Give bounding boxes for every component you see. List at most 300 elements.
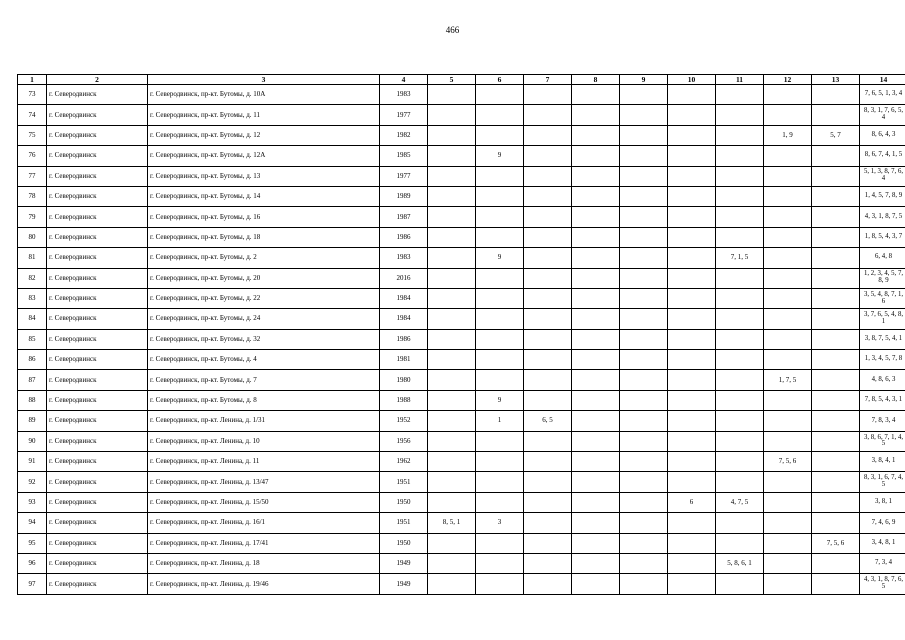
col8-cell	[572, 309, 620, 329]
col8-cell	[572, 431, 620, 451]
col7-cell	[524, 431, 572, 451]
year-cell: 2016	[380, 268, 428, 288]
column-header-7: 7	[524, 75, 572, 85]
row-number-cell: 78	[18, 186, 47, 206]
col9-cell	[620, 268, 668, 288]
col8-cell	[572, 492, 620, 512]
col8-cell	[572, 166, 620, 186]
col6-cell	[476, 370, 524, 390]
col13-cell	[812, 186, 860, 206]
col5-cell	[428, 166, 476, 186]
col12-cell	[764, 411, 812, 431]
col5-cell	[428, 574, 476, 594]
table-row	[18, 105, 905, 125]
col5-cell	[428, 227, 476, 247]
col7-cell	[524, 574, 572, 594]
col9-cell	[620, 329, 668, 349]
col9-cell	[620, 492, 668, 512]
column-header-4: 4	[380, 75, 428, 85]
col11-cell: 7, 1, 5	[716, 248, 764, 268]
address-cell: г. Северодвинск, пр-кт. Ленина, д. 15/50	[148, 492, 380, 512]
col13-cell	[812, 431, 860, 451]
col5-cell	[428, 350, 476, 370]
year-cell: 1952	[380, 411, 428, 431]
col5-cell	[428, 186, 476, 206]
settlement-cell: г. Северодвинск	[47, 186, 148, 206]
col7-cell	[524, 309, 572, 329]
year-cell: 1956	[380, 431, 428, 451]
col14-cell: 1, 4, 5, 7, 8, 9	[860, 186, 905, 206]
col13-cell	[812, 146, 860, 166]
col14-cell: 8, 6, 4, 3	[860, 125, 905, 145]
settlement-cell: г. Северодвинск	[47, 227, 148, 247]
register-table	[17, 74, 905, 595]
col8-cell	[572, 85, 620, 105]
col13-cell	[812, 513, 860, 533]
col5-cell	[428, 390, 476, 410]
col14-cell: 3, 4, 8, 1	[860, 533, 905, 553]
col10-cell: 6	[668, 492, 716, 512]
table-row	[18, 268, 905, 288]
col8-cell	[572, 553, 620, 573]
col11-cell	[716, 186, 764, 206]
col12-cell	[764, 288, 812, 308]
col5-cell	[428, 492, 476, 512]
row-number-cell: 85	[18, 329, 47, 349]
row-number-cell: 93	[18, 492, 47, 512]
col13-cell	[812, 85, 860, 105]
col7-cell: 6, 5	[524, 411, 572, 431]
header-row	[18, 75, 905, 85]
settlement-cell: г. Северодвинск	[47, 309, 148, 329]
col12-cell	[764, 472, 812, 492]
col5-cell	[428, 411, 476, 431]
col14-cell: 3, 8, 4, 1	[860, 452, 905, 472]
col6-cell: 9	[476, 248, 524, 268]
row-number-cell: 91	[18, 452, 47, 472]
col14-cell: 8, 6, 7, 4, 1, 5	[860, 146, 905, 166]
col8-cell	[572, 513, 620, 533]
year-cell: 1950	[380, 533, 428, 553]
column-header-8: 8	[572, 75, 620, 85]
column-header-14: 14	[860, 75, 905, 85]
col11-cell	[716, 513, 764, 533]
col9-cell	[620, 227, 668, 247]
col13-cell	[812, 309, 860, 329]
col14-cell: 3, 7, 6, 5, 4, 8, 1	[860, 309, 905, 329]
col9-cell	[620, 513, 668, 533]
row-number-cell: 80	[18, 227, 47, 247]
col13-cell	[812, 207, 860, 227]
col6-cell: 9	[476, 390, 524, 410]
col11-cell	[716, 146, 764, 166]
row-number-cell: 79	[18, 207, 47, 227]
col10-cell	[668, 411, 716, 431]
address-cell: г. Северодвинск, пр-кт. Бутомы, д. 24	[148, 309, 380, 329]
col7-cell	[524, 370, 572, 390]
col10-cell	[668, 350, 716, 370]
column-header-5: 5	[428, 75, 476, 85]
col6-cell	[476, 553, 524, 573]
settlement-cell: г. Северодвинск	[47, 492, 148, 512]
address-cell: г. Северодвинск, пр-кт. Бутомы, д. 12А	[148, 146, 380, 166]
col10-cell	[668, 431, 716, 451]
col13-cell	[812, 329, 860, 349]
settlement-cell: г. Северодвинск	[47, 125, 148, 145]
col14-cell: 7, 8, 5, 4, 3, 1	[860, 390, 905, 410]
col8-cell	[572, 574, 620, 594]
address-cell: г. Северодвинск, пр-кт. Ленина, д. 1/31	[148, 411, 380, 431]
year-cell: 1985	[380, 146, 428, 166]
col8-cell	[572, 186, 620, 206]
col14-cell: 4, 3, 1, 8, 7, 5	[860, 207, 905, 227]
col8-cell	[572, 411, 620, 431]
row-number-cell: 92	[18, 472, 47, 492]
col10-cell	[668, 574, 716, 594]
table-row	[18, 288, 905, 308]
col7-cell	[524, 390, 572, 410]
table-row	[18, 125, 905, 145]
col12-cell	[764, 186, 812, 206]
col5-cell	[428, 533, 476, 553]
column-header-10: 10	[668, 75, 716, 85]
col14-cell: 7, 8, 3, 4	[860, 411, 905, 431]
col5-cell	[428, 146, 476, 166]
col12-cell: 7, 5, 6	[764, 452, 812, 472]
col8-cell	[572, 146, 620, 166]
year-cell: 1983	[380, 248, 428, 268]
column-header-3: 3	[148, 75, 380, 85]
address-cell: г. Северодвинск, пр-кт. Бутомы, д. 22	[148, 288, 380, 308]
year-cell: 1987	[380, 207, 428, 227]
col6-cell	[476, 452, 524, 472]
address-cell: г. Северодвинск, пр-кт. Бутомы, д. 16	[148, 207, 380, 227]
col12-cell: 1, 9	[764, 125, 812, 145]
col11-cell	[716, 350, 764, 370]
col6-cell	[476, 472, 524, 492]
col11-cell	[716, 105, 764, 125]
row-number-cell: 81	[18, 248, 47, 268]
col14-cell: 1, 3, 4, 5, 7, 8	[860, 350, 905, 370]
column-header-11: 11	[716, 75, 764, 85]
col12-cell	[764, 85, 812, 105]
col11-cell	[716, 574, 764, 594]
col11-cell	[716, 411, 764, 431]
row-number-cell: 87	[18, 370, 47, 390]
year-cell: 1977	[380, 166, 428, 186]
row-number-cell: 76	[18, 146, 47, 166]
address-cell: г. Северодвинск, пр-кт. Бутомы, д. 11	[148, 105, 380, 125]
settlement-cell: г. Северодвинск	[47, 553, 148, 573]
col14-cell: 3, 8, 6, 7, 1, 4, 5	[860, 431, 905, 451]
col13-cell	[812, 227, 860, 247]
col7-cell	[524, 513, 572, 533]
year-cell: 1981	[380, 350, 428, 370]
settlement-cell: г. Северодвинск	[47, 533, 148, 553]
col11-cell	[716, 227, 764, 247]
table-row	[18, 513, 905, 533]
col5-cell	[428, 472, 476, 492]
col11-cell	[716, 452, 764, 472]
col5-cell	[428, 553, 476, 573]
col11-cell	[716, 288, 764, 308]
col6-cell	[476, 166, 524, 186]
row-number-cell: 74	[18, 105, 47, 125]
col10-cell	[668, 472, 716, 492]
col8-cell	[572, 288, 620, 308]
col6-cell: 3	[476, 513, 524, 533]
col14-cell: 4, 3, 1, 8, 7, 6, 5	[860, 574, 905, 594]
col8-cell	[572, 268, 620, 288]
col11-cell	[716, 533, 764, 553]
col5-cell	[428, 370, 476, 390]
col11-cell: 4, 7, 5	[716, 492, 764, 512]
row-number-cell: 95	[18, 533, 47, 553]
col7-cell	[524, 492, 572, 512]
year-cell: 1986	[380, 227, 428, 247]
col10-cell	[668, 248, 716, 268]
table-row	[18, 533, 905, 553]
table-row	[18, 227, 905, 247]
table-row	[18, 146, 905, 166]
address-cell: г. Северодвинск, пр-кт. Ленина, д. 13/47	[148, 472, 380, 492]
table-row	[18, 166, 905, 186]
col10-cell	[668, 207, 716, 227]
table-row	[18, 350, 905, 370]
col7-cell	[524, 452, 572, 472]
table-row	[18, 431, 905, 451]
col6-cell	[476, 350, 524, 370]
col11-cell	[716, 268, 764, 288]
col14-cell: 6, 4, 8	[860, 248, 905, 268]
col9-cell	[620, 288, 668, 308]
col9-cell	[620, 248, 668, 268]
col14-cell: 5, 1, 3, 8, 7, 6, 4	[860, 166, 905, 186]
col7-cell	[524, 146, 572, 166]
row-number-cell: 89	[18, 411, 47, 431]
col10-cell	[668, 533, 716, 553]
address-cell: г. Северодвинск, пр-кт. Ленина, д. 16/1	[148, 513, 380, 533]
col5-cell	[428, 329, 476, 349]
col10-cell	[668, 146, 716, 166]
col6-cell	[476, 186, 524, 206]
col12-cell	[764, 166, 812, 186]
col5-cell	[428, 288, 476, 308]
col9-cell	[620, 85, 668, 105]
col13-cell	[812, 288, 860, 308]
col11-cell	[716, 125, 764, 145]
col12-cell	[764, 207, 812, 227]
col7-cell	[524, 186, 572, 206]
table-row	[18, 85, 905, 105]
col8-cell	[572, 207, 620, 227]
col14-cell: 7, 6, 5, 1, 3, 4	[860, 85, 905, 105]
col6-cell	[476, 227, 524, 247]
col6-cell	[476, 288, 524, 308]
col12-cell	[764, 431, 812, 451]
address-cell: г. Северодвинск, пр-кт. Бутомы, д. 32	[148, 329, 380, 349]
address-cell: г. Северодвинск, пр-кт. Ленина, д. 11	[148, 452, 380, 472]
col9-cell	[620, 146, 668, 166]
col11-cell	[716, 431, 764, 451]
col13-cell	[812, 248, 860, 268]
col10-cell	[668, 227, 716, 247]
col12-cell	[764, 513, 812, 533]
col14-cell: 1, 8, 5, 4, 3, 7	[860, 227, 905, 247]
col10-cell	[668, 452, 716, 472]
col6-cell	[476, 268, 524, 288]
address-cell: г. Северодвинск, пр-кт. Ленина, д. 17/41	[148, 533, 380, 553]
settlement-cell: г. Северодвинск	[47, 513, 148, 533]
address-cell: г. Северодвинск, пр-кт. Ленина, д. 18	[148, 553, 380, 573]
col5-cell	[428, 105, 476, 125]
settlement-cell: г. Северодвинск	[47, 472, 148, 492]
settlement-cell: г. Северодвинск	[47, 452, 148, 472]
col10-cell	[668, 370, 716, 390]
address-cell: г. Северодвинск, пр-кт. Бутомы, д. 18	[148, 227, 380, 247]
col8-cell	[572, 370, 620, 390]
table-header	[18, 75, 905, 85]
column-header-6: 6	[476, 75, 524, 85]
row-number-cell: 88	[18, 390, 47, 410]
col13-cell: 7, 5, 6	[812, 533, 860, 553]
table-row	[18, 492, 905, 512]
year-cell: 1988	[380, 390, 428, 410]
table-row	[18, 248, 905, 268]
col12-cell	[764, 533, 812, 553]
year-cell: 1949	[380, 574, 428, 594]
settlement-cell: г. Северодвинск	[47, 288, 148, 308]
year-cell: 1984	[380, 309, 428, 329]
address-cell: г. Северодвинск, пр-кт. Бутомы, д. 7	[148, 370, 380, 390]
col7-cell	[524, 85, 572, 105]
col7-cell	[524, 125, 572, 145]
col5-cell	[428, 85, 476, 105]
col13-cell	[812, 370, 860, 390]
settlement-cell: г. Северодвинск	[47, 390, 148, 410]
row-number-cell: 73	[18, 85, 47, 105]
year-cell: 1986	[380, 329, 428, 349]
address-cell: г. Северодвинск, пр-кт. Бутомы, д. 14	[148, 186, 380, 206]
col7-cell	[524, 533, 572, 553]
col9-cell	[620, 431, 668, 451]
row-number-cell: 94	[18, 513, 47, 533]
row-number-cell: 82	[18, 268, 47, 288]
table-row	[18, 370, 905, 390]
col14-cell: 1, 2, 3, 4, 5, 7, 8, 9	[860, 268, 905, 288]
col9-cell	[620, 125, 668, 145]
column-header-2: 2	[47, 75, 148, 85]
col13-cell	[812, 574, 860, 594]
col6-cell: 9	[476, 146, 524, 166]
address-cell: г. Северодвинск, пр-кт. Бутомы, д. 20	[148, 268, 380, 288]
col7-cell	[524, 472, 572, 492]
row-number-cell: 83	[18, 288, 47, 308]
settlement-cell: г. Северодвинск	[47, 431, 148, 451]
col6-cell	[476, 85, 524, 105]
col8-cell	[572, 533, 620, 553]
row-number-cell: 97	[18, 574, 47, 594]
col9-cell	[620, 309, 668, 329]
year-cell: 1950	[380, 492, 428, 512]
address-cell: г. Северодвинск, пр-кт. Ленина, д. 19/46	[148, 574, 380, 594]
row-number-cell: 75	[18, 125, 47, 145]
col6-cell	[476, 431, 524, 451]
col14-cell: 7, 3, 4	[860, 553, 905, 573]
col14-cell: 4, 8, 6, 3	[860, 370, 905, 390]
col8-cell	[572, 125, 620, 145]
col11-cell	[716, 329, 764, 349]
table-row	[18, 472, 905, 492]
col7-cell	[524, 329, 572, 349]
col13-cell	[812, 492, 860, 512]
col9-cell	[620, 105, 668, 125]
col5-cell	[428, 268, 476, 288]
settlement-cell: г. Северодвинск	[47, 146, 148, 166]
col11-cell: 5, 8, 6, 1	[716, 553, 764, 573]
table-row	[18, 411, 905, 431]
col6-cell: 1	[476, 411, 524, 431]
col10-cell	[668, 390, 716, 410]
col12-cell	[764, 227, 812, 247]
col10-cell	[668, 553, 716, 573]
col8-cell	[572, 452, 620, 472]
year-cell: 1949	[380, 553, 428, 573]
col7-cell	[524, 105, 572, 125]
settlement-cell: г. Северодвинск	[47, 85, 148, 105]
address-cell: г. Северодвинск, пр-кт. Ленина, д. 10	[148, 431, 380, 451]
col5-cell	[428, 125, 476, 145]
col7-cell	[524, 248, 572, 268]
year-cell: 1951	[380, 472, 428, 492]
settlement-cell: г. Северодвинск	[47, 166, 148, 186]
col11-cell	[716, 472, 764, 492]
settlement-cell: г. Северодвинск	[47, 329, 148, 349]
column-header-12: 12	[764, 75, 812, 85]
col12-cell	[764, 248, 812, 268]
row-number-cell: 90	[18, 431, 47, 451]
col9-cell	[620, 452, 668, 472]
col8-cell	[572, 248, 620, 268]
col11-cell	[716, 85, 764, 105]
col7-cell	[524, 227, 572, 247]
col8-cell	[572, 105, 620, 125]
col6-cell	[476, 533, 524, 553]
year-cell: 1951	[380, 513, 428, 533]
settlement-cell: г. Северодвинск	[47, 574, 148, 594]
column-header-9: 9	[620, 75, 668, 85]
table-row	[18, 553, 905, 573]
col12-cell	[764, 105, 812, 125]
col8-cell	[572, 227, 620, 247]
col10-cell	[668, 105, 716, 125]
col6-cell	[476, 125, 524, 145]
col14-cell: 3, 5, 4, 8, 7, 1, 6	[860, 288, 905, 308]
col9-cell	[620, 186, 668, 206]
row-number-cell: 86	[18, 350, 47, 370]
col13-cell: 5, 7	[812, 125, 860, 145]
col9-cell	[620, 350, 668, 370]
col9-cell	[620, 370, 668, 390]
col10-cell	[668, 309, 716, 329]
page-number: 466	[445, 25, 460, 35]
row-number-cell: 84	[18, 309, 47, 329]
table-row	[18, 574, 905, 594]
table-row	[18, 390, 905, 410]
col6-cell	[476, 574, 524, 594]
year-cell: 1980	[380, 370, 428, 390]
col10-cell	[668, 166, 716, 186]
